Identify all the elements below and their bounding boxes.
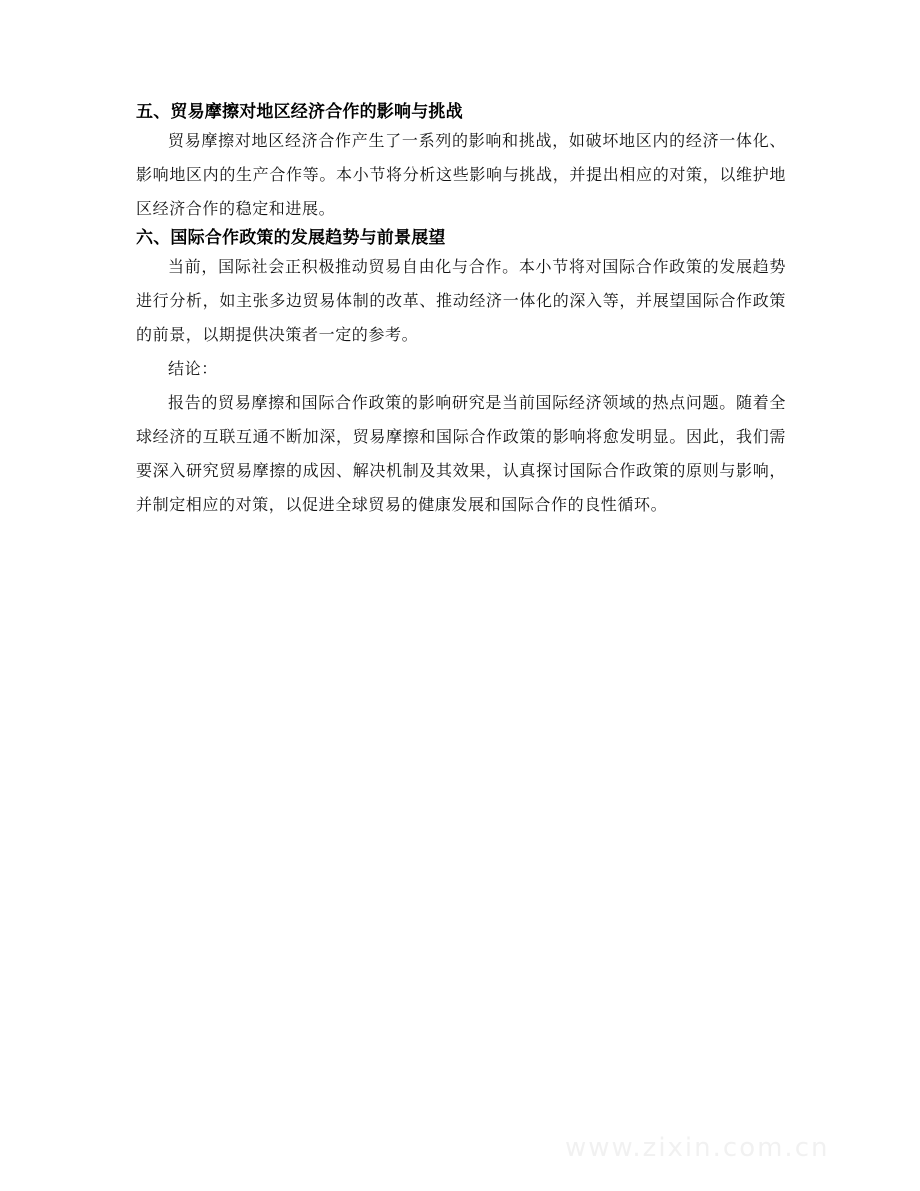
conclusion-label: 结论： [168, 359, 218, 378]
document-page [136, 100, 786, 522]
watermark: www.zixin.com.cn [565, 1133, 830, 1163]
section-6-paragraph: 当前，国际社会正积极推动贸易自由化与合作。本小节将对国际合作政策的发展趋势进行分析，如主张多边贸易体制的改革、推动经济一体化的深入等，并展望国际合作政策的前景，以期提供决策者一定的参考。 [136, 257, 786, 344]
section-5-paragraph: 贸易摩擦对地区经济合作产生了一系列的影响和挑战，如破坏地区内的经济一体化、影响地区内的生产合作等。本小节将分析这些影响与挑战，并提出相应的对策，以维护地区经济合作的稳定和进展。 [136, 131, 786, 218]
section-5-heading: 五、贸易摩擦对地区经济合作的影响与挑战 [136, 102, 463, 122]
section-6-heading: 六、国际合作政策的发展趋势与前景展望 [136, 228, 446, 248]
conclusion-paragraph: 报告的贸易摩擦和国际合作政策的影响研究是当前国际经济领域的热点问题。随着全球经济的互联互通不断加深，贸易摩擦和国际合作政策的影响将愈发明显。因此，我们需要深入研究贸易摩擦的成因、解决机制及其效果，认真探讨国际合作政策的原则与影响，并制定相应的对策，以促进全球贸易的健康发展和国际合作的良性循环。 [136, 393, 786, 514]
